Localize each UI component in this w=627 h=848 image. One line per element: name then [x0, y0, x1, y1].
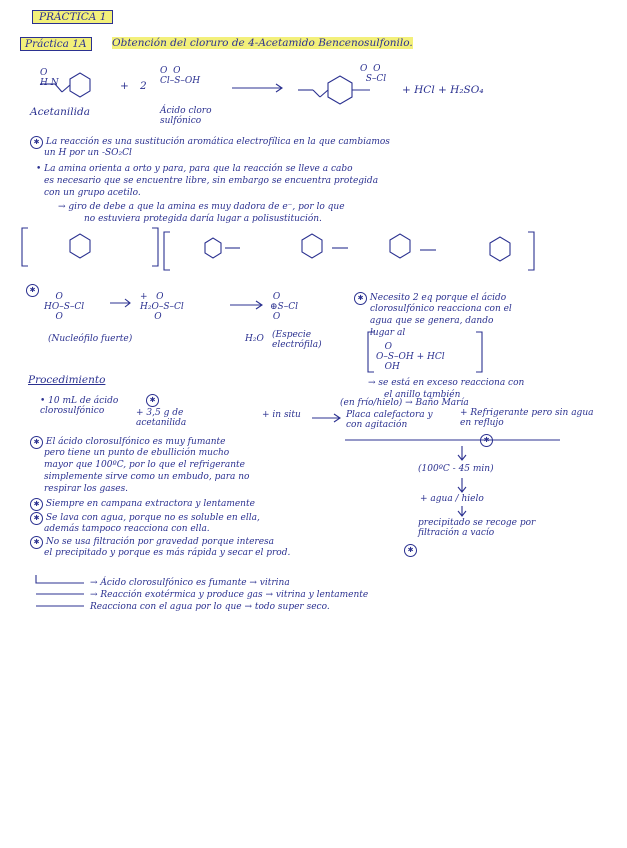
procedure-note-5: respirar los gases.	[44, 484, 129, 494]
procedure-note-6: ✱ Siempre en campana extractora y lentamente	[30, 498, 255, 511]
procedure-right2: Placa calefactora y con agitación	[346, 410, 433, 430]
note-line-2: un H por un -SO₂Cl	[44, 148, 132, 158]
procedure-note-2: pero tiene un punto de ebullición mucho	[44, 448, 230, 458]
star-icon: ✱	[480, 434, 493, 447]
mech-acid: O HO–S–Cl O	[44, 292, 85, 322]
reaction-acetanilide-formula: O H N	[40, 68, 59, 88]
summary-3: Reacciona con el agua por lo que → todo super seco.	[90, 602, 330, 612]
star-icon: ✱	[30, 136, 43, 149]
reaction-coef: 2	[140, 80, 147, 92]
procedure-note-4: simplemente sirve como un embudo, para no	[44, 472, 250, 482]
mech-h2o: H₂O	[245, 334, 264, 344]
practica-label: Práctica 1A	[20, 37, 92, 51]
star-icon: ✱	[30, 536, 43, 549]
procedure-precip: precipitado se recoge por filtración a vacío	[418, 518, 536, 538]
procedure-line1: • 10 mL de ácido clorosulfónico	[40, 396, 119, 416]
summary-2: → Reacción exotérmica y produce gas → vitrina y lentamente	[90, 590, 369, 600]
procedure-precip-star-icon	[404, 544, 417, 557]
mech-box-formula: O O–S–OH + HCl OH	[376, 342, 445, 372]
mech-protonated: + O H₂O–S–Cl O	[140, 292, 184, 322]
star-icon: ✱	[404, 544, 417, 557]
note-line-3: • La amina orienta a orto y para, para que la reacción se lleve a cabo	[36, 164, 353, 174]
procedure-water: + agua / hielo	[420, 494, 484, 504]
label-acido: Ácido cloro sulfónico	[160, 106, 212, 126]
reaction-products: + HCl + H₂SO₄	[402, 84, 484, 96]
note-line-1: ✱ La reacción es una sustitución aromática electrofílica en la que cambiamos	[30, 136, 390, 149]
mech-note-1: ✱ Necesito 2 eq porque el ácido	[354, 292, 506, 305]
procedure-note-3: mayor que 100ºC, por lo que el refrigerante	[44, 460, 245, 470]
procedure-right-star-icon	[480, 434, 493, 447]
mech-star-icon	[26, 284, 39, 297]
mech-electrophile: O ⊕S–Cl O	[270, 292, 298, 322]
reaction-product-formula: O O S–Cl	[360, 64, 387, 84]
procedure-note-10: el precipitado y porque es más rápida y secar el prod.	[44, 548, 291, 558]
experiment-title: Obtención del cloruro de 4-Acetamido Bencenosulfonilo.	[112, 37, 413, 49]
star-icon: ✱	[30, 512, 43, 525]
label-acetanilida: Acetanilida	[30, 106, 90, 118]
procedure-right1: (en frío/hielo) → Baño María	[340, 398, 469, 408]
procedure-line2: + 3,5 g de acetanilida	[136, 408, 187, 428]
star-icon: ✱	[354, 292, 367, 305]
note-line-6: → giro de debe a que la amina es muy dadora de e⁻, por lo que	[58, 202, 345, 212]
mech-electrophile-label: (Especie electrófila)	[272, 330, 322, 350]
star-icon: ✱	[146, 394, 159, 407]
star-icon: ✱	[30, 436, 43, 449]
mech-note-2: clorosulfónico reacciona con el	[370, 304, 512, 314]
mech-note2-1: → se está en exceso reacciona con	[368, 378, 525, 388]
procedure-right3: + Refrigerante pero sin agua en reflujo	[460, 408, 594, 428]
mech-left-label: (Nucleófilo fuerte)	[48, 334, 133, 344]
reaction-acid-formula: O O Cl–S–OH	[160, 66, 201, 86]
mech-note2-2: el anillo también	[384, 390, 461, 400]
star-icon: ✱	[30, 498, 43, 511]
note-line-4: es necesario que se encuentre libre, sin embargo se encuentra protegida	[44, 176, 379, 186]
mech-note-3: agua que se genera, dando	[370, 316, 494, 326]
procedure-note-1: ✱ El ácido clorosulfónico es muy fumante	[30, 436, 225, 449]
summary-1: → Ácido clorosulfónico es fumante → vitrina	[90, 578, 290, 588]
practica-title: PRÁCTICA 1	[32, 10, 113, 24]
star-icon: ✱	[26, 284, 39, 297]
reaction-plus: +	[120, 80, 129, 92]
procedure-temp: (100ºC - 45 min)	[418, 464, 494, 474]
procedure-title: Procedimiento	[28, 374, 106, 386]
procedure-star-icon	[146, 394, 159, 407]
mech-note-4: lugar al	[370, 328, 406, 338]
note-line-7: no estuviera protegida daría lugar a polisustitución.	[84, 214, 322, 224]
note-line-5: con un grupo acetilo.	[44, 188, 141, 198]
procedure-line3: + in situ	[262, 410, 301, 420]
procedure-note-9: ✱ No se usa filtración por gravedad porque interesa	[30, 536, 274, 549]
procedure-note-7: ✱ Se lava con agua, porque no es soluble en ella,	[30, 512, 260, 525]
procedure-note-8: además tampoco reacciona con ella.	[44, 524, 210, 534]
